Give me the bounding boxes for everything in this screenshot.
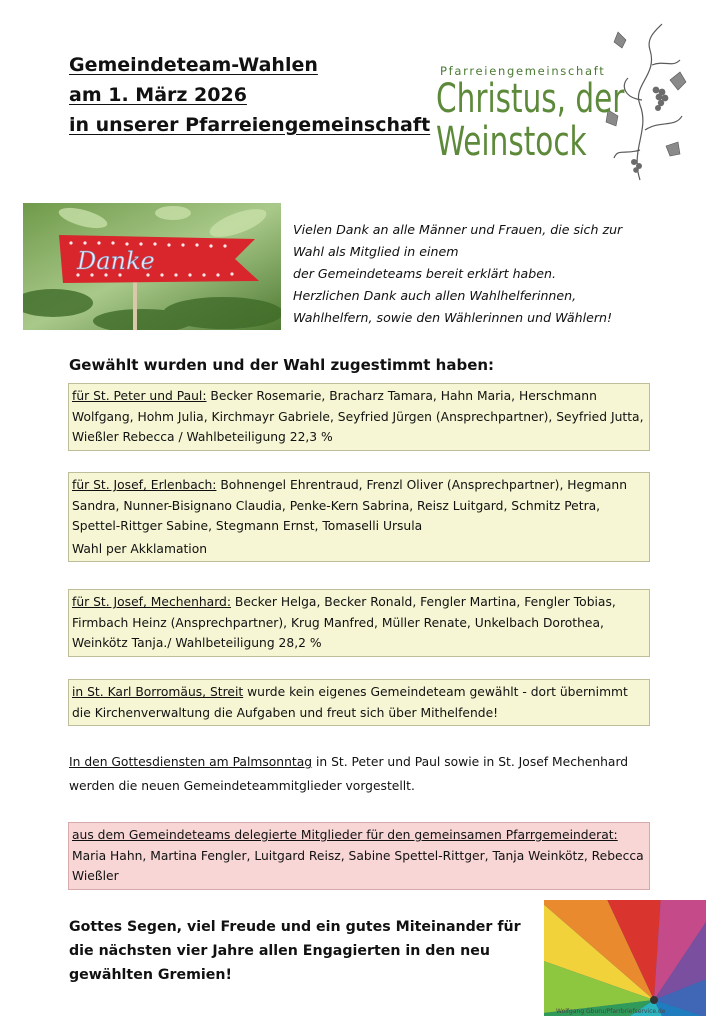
page-title <box>69 50 429 140</box>
thanks-line-1: Vielen Dank an alle Männer und Frauen, die sich zur <box>293 222 623 237</box>
result-text: wurde kein eigenes Gemeindeteam gewählt - dort übernimmt die Kirchenverwaltung die Aufgaben und freut sich über Mithelfende! <box>72 685 628 720</box>
title-line-3: in unserer Pfarreiengemeinschaft <box>69 114 431 136</box>
result-label: in St. Karl Borromäus, Streit <box>72 685 244 699</box>
result-st-josef-mechenhard <box>68 589 650 657</box>
parish-logo <box>430 20 700 185</box>
logo-subtitle: Pfarreiengemeinschaft <box>440 64 606 78</box>
result-text: Bohnengel Ehrentraud, Frenzl Oliver (Ansprechpartner), Hegmann Sandra, Nunner-Bisignano Claudia, Penke-Kern Sabrina, Reisz Luitgard, Schmitz Petra, Spettel-Rittger Sabine, Stegmann Ernst, Tomaselli Ursula <box>72 478 628 533</box>
result-text: Becker Rosemarie, Bracharz Tamara, Hahn Maria, Herschmann Wolfgang, Hohm Julia, Kirchmayr Gabriele, Seyfried Jürgen (Ansprechpartner), Seyfried Jutta, Wießler Rebecca / Wahlbeteiligung 22,3 % <box>72 389 644 444</box>
title-line-2: am 1. März 2026 <box>69 84 247 106</box>
closing-blessing: Gottes Segen, viel Freude und ein gutes Miteinander für die nächsten vier Jahre allen Engagierten in den neu gewählten Gremien! <box>69 919 521 983</box>
result-extra: Wahl per Akklamation <box>72 541 208 556</box>
thanks-line-5: Wahlhelfern, sowie den Wählerinnen und Wählern! <box>293 310 613 325</box>
result-label: für St. Josef, Mechenhard: <box>72 595 232 609</box>
photo-credit: Wolfgang Gburu/Pfarrbriefservice.de <box>556 1008 666 1015</box>
delegates-text: Maria Hahn, Martina Fengler, Luitgard Reisz, Sabine Spettel-Rittger, Tanja Weinkötz, Rebecca Wießler <box>72 848 644 883</box>
results-heading: Gewählt wurden und der Wahl zugestimmt haben: <box>69 356 495 374</box>
thanks-text <box>293 219 698 329</box>
thanks-line-4: Herzlichen Dank auch allen Wahlhelferinnen, <box>293 288 577 303</box>
result-st-peter-paul <box>68 383 650 451</box>
logo-name-line-2: Weinstock <box>436 119 587 165</box>
logo-name-line-1: Christus, der <box>436 76 625 122</box>
palm-sunday-note <box>69 750 654 798</box>
result-label: für St. Peter und Paul: <box>72 389 207 403</box>
delegates-label: aus dem Gemeindeteams delegierte Mitglieder für den gemeinsamen Pfarrgemeinderat: <box>72 828 618 842</box>
result-text: Becker Helga, Becker Ronald, Fengler Martina, Fengler Tobias, Firmbach Heinz (Ansprechpartner), Krug Manfred, Müller Renate, Unkelbach Dorothea, Weinkötz Tanja./ Wahlbeteiligung 28,2 % <box>72 595 616 650</box>
logo-name <box>436 78 624 164</box>
umbrella-photo <box>544 900 706 1016</box>
result-st-karl-borromaeus <box>68 679 650 726</box>
title-line-1: Gemeindeteam-Wahlen <box>69 54 318 76</box>
palm-label: In den Gottesdiensten am Palmsonntag <box>69 755 313 769</box>
danke-photo <box>23 203 281 330</box>
thanks-line-3: der Gemeindeteams bereit erklärt haben. <box>293 266 556 281</box>
palm-text: in St. Peter und Paul sowie in St. Josef Mechenhard werden die neuen Gemeindeteammitglieder vorgestellt. <box>69 755 629 793</box>
thanks-line-2: Wahl als Mitglied in einem <box>293 244 459 259</box>
result-label: für St. Josef, Erlenbach: <box>72 478 217 492</box>
delegates-box <box>68 822 650 890</box>
danke-sign-text: Danke <box>77 247 155 275</box>
result-st-josef-erlenbach <box>68 472 650 562</box>
